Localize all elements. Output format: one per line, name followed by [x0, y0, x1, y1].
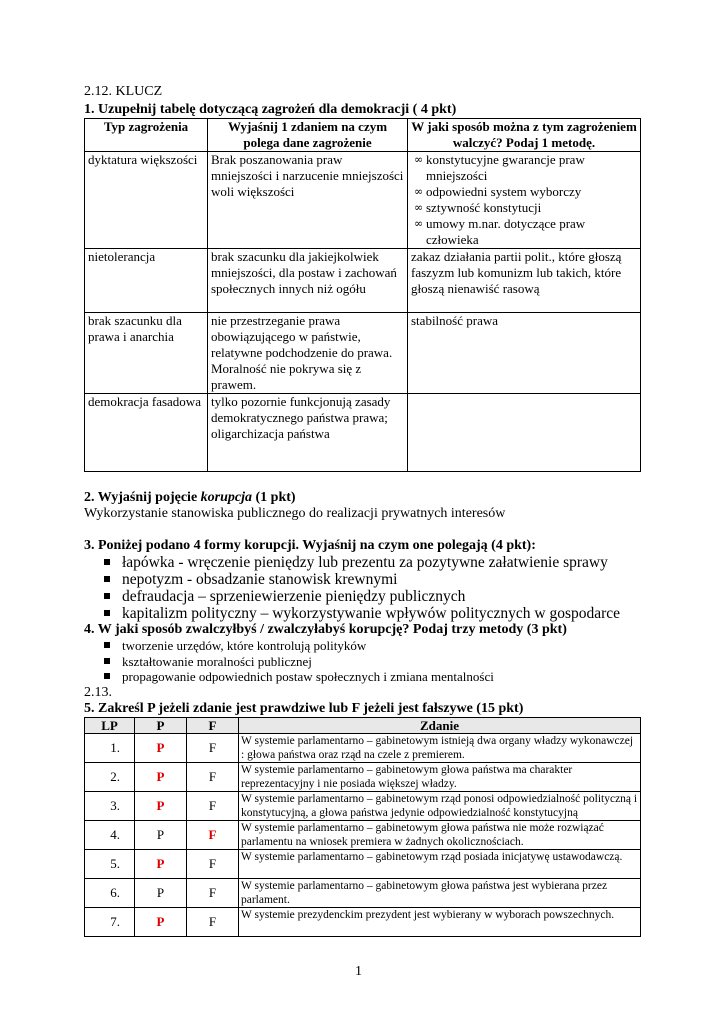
table-row: [85, 907, 641, 936]
list-item: kapitalizm polityczny – wykorzystywanie wpływów politycznych w gospodarce: [122, 605, 640, 622]
statement-text: W systemie parlamentarno – gabinetowym rząd posiada inicjatywę ustawodawczą.: [239, 849, 641, 878]
table-row: [85, 820, 641, 849]
threat-type: dyktatura większości: [85, 152, 208, 249]
list-item: ∞ konstytucyjne gwarancje praw mniejszości: [414, 152, 585, 183]
option-p-selected[interactable]: P: [135, 733, 187, 762]
threat-methods: [408, 152, 641, 249]
section-heading: 2.12. KLUCZ: [84, 84, 163, 99]
tf-header-row: [85, 717, 641, 733]
row-number: 1.: [85, 733, 135, 762]
infinity-icon: ∞: [414, 217, 424, 230]
table-row: [85, 762, 641, 791]
threat-method: zakaz działania partii polit., które głoszą faszyzm lub komunizm lub takich, które głoszą nienawiść rasową: [408, 249, 641, 313]
table-row: [85, 849, 641, 878]
threat-type: nietolerancja: [85, 249, 208, 313]
list-item: ∞ sztywność konstytucji: [414, 200, 542, 215]
list-item: ∞ odpowiedni system wyborczy: [414, 184, 582, 199]
infinity-icon: ∞: [414, 201, 424, 214]
threat-method: [408, 394, 641, 472]
option-f[interactable]: F: [187, 762, 239, 791]
threat-method: stabilność prawa: [408, 313, 641, 394]
question-1-title: 1. Uzupełnij tabelę dotyczącą zagrożeń dla demokracji ( 4 pkt): [84, 102, 457, 117]
question-2-answer: Wykorzystanie stanowiska publicznego do realizacji prywatnych interesów: [84, 506, 506, 521]
option-p-selected[interactable]: P: [135, 762, 187, 791]
corruption-forms-list: [84, 554, 640, 622]
document-page: [84, 84, 640, 937]
row-number: 6.: [85, 878, 135, 907]
column-header: Zdanie: [239, 717, 641, 733]
table-row: [85, 152, 641, 249]
statement-text: W systemie parlamentarno – gabinetowym głowa państwa ma charakter reprezentacyjny i nie posiada większej władzy.: [239, 762, 641, 791]
table-row: [85, 394, 641, 472]
statement-text: W systemie parlamentarno – gabinetowym głowa państwa jest wybierana przez parlament.: [239, 878, 641, 907]
term-korupcja: korupcja: [200, 490, 252, 505]
threat-explanation: Brak poszanowania praw mniejszości i narzucenie mniejszości woli większości: [208, 152, 408, 249]
column-header: LP: [85, 717, 135, 733]
option-f-selected[interactable]: F: [187, 820, 239, 849]
option-p[interactable]: P: [135, 820, 187, 849]
list-item: propagowanie odpowiednich postaw społecznych i zmiana mentalności: [122, 669, 640, 685]
list-item: tworzenie urzędów, które kontrolują polityków: [122, 638, 640, 654]
column-header: Wyjaśnij 1 zdaniem na czym polega dane zagrożenie: [208, 119, 408, 152]
table-row: [85, 878, 641, 907]
list-item: kształtowanie moralności publicznej: [122, 654, 640, 670]
column-header: W jaki sposób można z tym zagrożeniem walczyć? Podaj 1 metodę.: [408, 119, 641, 152]
infinity-icon: ∞: [414, 153, 424, 166]
question-2-title: 2. Wyjaśnij pojęcie korupcja (1 pkt): [84, 490, 296, 505]
option-p-selected[interactable]: P: [135, 791, 187, 820]
statement-text: W systemie prezydenckim prezydent jest wybierany w wyborach powszechnych.: [239, 907, 641, 936]
row-number: 2.: [85, 762, 135, 791]
threat-type: brak szacunku dla prawa i anarchia: [85, 313, 208, 394]
table-row: [85, 733, 641, 762]
table-row: [85, 791, 641, 820]
question-3-title: 3. Poniżej podano 4 formy korupcji. Wyjaśnij na czym one polegają (4 pkt):: [84, 538, 536, 553]
statement-text: W systemie parlamentarno – gabinetowym rząd ponosi odpowiedzialność polityczną i konstytucyjną, a głowa państwa jedynie odpowiedzialność konstytucyjną: [239, 791, 641, 820]
option-p[interactable]: P: [135, 878, 187, 907]
list-item: nepotyzm - obsadzanie stanowisk krewnymi: [122, 571, 640, 588]
statement-text: W systemie parlamentarno – gabinetowym istnieją dwa organy władzy wykonawczej : głowa państwa oraz rząd na czele z premierem.: [239, 733, 641, 762]
column-header: F: [187, 717, 239, 733]
question-4-title: 4. W jaki sposób zwalczyłbyś / zwalczyłabyś korupcję? Podaj trzy metody (3 pkt): [84, 622, 567, 637]
option-f[interactable]: F: [187, 733, 239, 762]
true-false-table: [84, 717, 641, 937]
option-f[interactable]: F: [187, 791, 239, 820]
row-number: 5.: [85, 849, 135, 878]
threat-explanation: brak szacunku dla jakiejkolwiek mniejszości, dla postaw i zachowań społecznych innych niż ogółu: [208, 249, 408, 313]
list-item: łapówka - wręczenie pieniędzy lub prezentu za pozytywne załatwienie sprawy: [122, 554, 640, 571]
option-f[interactable]: F: [187, 878, 239, 907]
table-row: [85, 249, 641, 313]
question-5-title: 5. Zakreśl P jeżeli zdanie jest prawdziwe lub F jeżeli jest fałszywe (15 pkt): [84, 700, 524, 716]
row-number: 7.: [85, 907, 135, 936]
option-p-selected[interactable]: P: [135, 907, 187, 936]
section-heading: 2.13.: [84, 684, 112, 700]
threat-explanation: tylko pozornie funkcjonują zasady demokratycznego państwa prawa; oligarchizacja państwa: [208, 394, 408, 472]
statement-text: W systemie parlamentarno – gabinetowym głowa państwa nie może rozwiązać parlamentu na wniosek premiera w żadnych okolicznościach.: [239, 820, 641, 849]
threats-header-row: [85, 119, 641, 152]
threat-explanation: nie przestrzeganie prawa obowiązującego w państwie, relatywne podchodzenie do prawa. Moralność nie pokrywa się z prawem.: [208, 313, 408, 394]
page-number: 1: [355, 964, 362, 979]
infinity-icon: ∞: [414, 185, 424, 198]
option-p-selected[interactable]: P: [135, 849, 187, 878]
option-f[interactable]: F: [187, 849, 239, 878]
row-number: 4.: [85, 820, 135, 849]
option-f[interactable]: F: [187, 907, 239, 936]
row-number: 3.: [85, 791, 135, 820]
table-row: [85, 313, 641, 394]
column-header: P: [135, 717, 187, 733]
threat-type: demokracja fasadowa: [85, 394, 208, 472]
anti-corruption-list: [84, 638, 640, 685]
column-header: Typ zagrożenia: [85, 119, 208, 152]
list-item: defraudacja – sprzeniewierzenie pieniędzy publicznych: [122, 588, 640, 605]
list-item: ∞ umowy m.nar. dotyczące praw człowieka: [414, 216, 586, 247]
threats-table: [84, 118, 641, 472]
